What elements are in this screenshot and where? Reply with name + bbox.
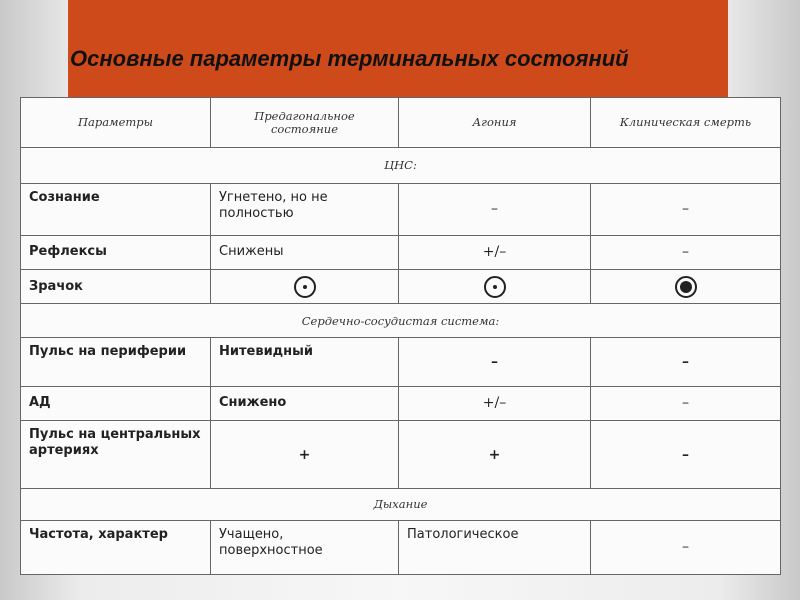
death-reflexes: –	[591, 235, 781, 269]
table-row	[21, 270, 781, 304]
preagonal-consciousness: Угнетено, но не полностью	[211, 183, 399, 235]
param-bp: АД	[21, 386, 211, 420]
narrow-pupil-icon	[484, 276, 506, 298]
section-row-cardio	[21, 304, 781, 338]
preagonal-central-pulse: +	[211, 420, 399, 488]
section-row-cns	[21, 148, 781, 183]
preagonal-rate: Учащено, поверхностное	[211, 520, 399, 574]
table-row	[21, 338, 781, 386]
death-rate: –	[591, 520, 781, 574]
narrow-pupil-icon	[294, 276, 316, 298]
table-row	[21, 235, 781, 269]
agony-rate: Патологическое	[399, 520, 591, 574]
preagonal-bp: Снижено	[211, 386, 399, 420]
terminal-states-table	[20, 97, 781, 575]
agony-reflexes: +/–	[399, 235, 591, 269]
preagonal-pupil	[211, 270, 399, 304]
param-consciousness: Сознание	[21, 183, 211, 235]
header-agony: Агония	[399, 98, 591, 148]
section-label-cardio: Сердечно-сосудистая система:	[21, 304, 781, 338]
page-title: Основные параметры терминальных состояний	[70, 46, 629, 71]
param-pupil: Зрачок	[21, 270, 211, 304]
section-label-breathing: Дыхание	[21, 489, 781, 520]
table-header-row	[21, 98, 781, 148]
death-peripheral-pulse: –	[591, 338, 781, 386]
section-row-breathing	[21, 489, 781, 520]
agony-bp: +/–	[399, 386, 591, 420]
header-clinical-death: Клиническая смерть	[591, 98, 781, 148]
death-consciousness: –	[591, 183, 781, 235]
death-central-pulse: –	[591, 420, 781, 488]
section-label-cns: ЦНС:	[21, 148, 781, 183]
death-bp: –	[591, 386, 781, 420]
param-reflexes: Рефлексы	[21, 235, 211, 269]
terminal-states-table-wrapper	[20, 97, 780, 575]
death-pupil	[591, 270, 781, 304]
table-row	[21, 183, 781, 235]
dilated-pupil-icon	[675, 276, 697, 298]
agony-central-pulse: +	[399, 420, 591, 488]
table-row	[21, 520, 781, 574]
preagonal-peripheral-pulse: Нитевидный	[211, 338, 399, 386]
param-central-pulse: Пульс на центральных артериях	[21, 420, 211, 488]
preagonal-reflexes: Снижены	[211, 235, 399, 269]
table-row	[21, 386, 781, 420]
agony-pupil	[399, 270, 591, 304]
param-rate: Частота, характер	[21, 520, 211, 574]
param-peripheral-pulse: Пульс на периферии	[21, 338, 211, 386]
table-row	[21, 420, 781, 488]
agony-consciousness: –	[399, 183, 591, 235]
header-preagonal: Предагональное состояние	[211, 98, 399, 148]
header-parameters: Параметры	[21, 98, 211, 148]
agony-peripheral-pulse: –	[399, 338, 591, 386]
